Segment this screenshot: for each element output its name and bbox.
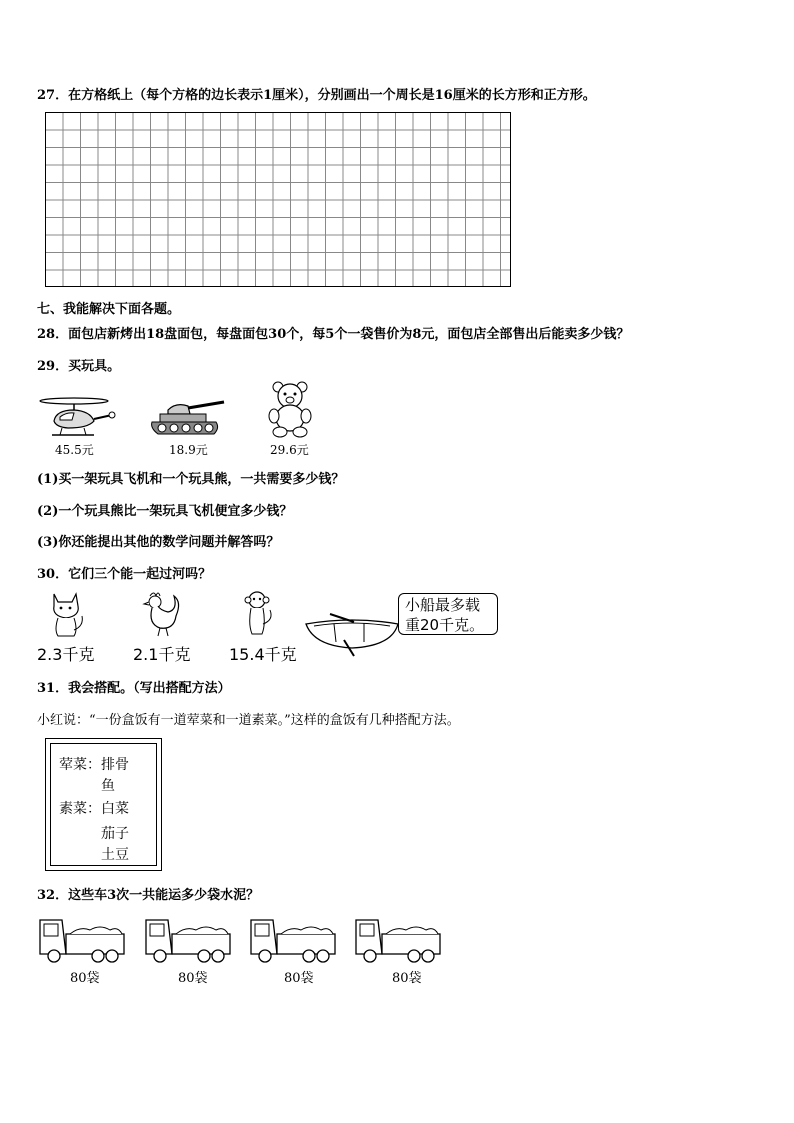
menu-box bbox=[45, 738, 162, 871]
question-29-sub3: (3)你还能提出其他的数学问题并解答吗？ bbox=[37, 535, 280, 550]
tank-icon bbox=[146, 398, 228, 442]
meat-label: 荤菜： bbox=[59, 757, 101, 773]
rooster-weight: 2.1千克 bbox=[133, 645, 191, 664]
question-29-sub2: (2)一个玩具熊比一架玩具飞机便宜多少钱？ bbox=[37, 504, 293, 519]
cat-weight: 2.3千克 bbox=[37, 645, 95, 664]
bubble-line-2: 重20千克。 bbox=[405, 616, 485, 634]
question-31-text: 小红说：“一份盒饭有一道荤菜和一道素菜。”这样的盒饭有几种搭配方法。 bbox=[37, 713, 460, 728]
question-29-title: 29．买玩具。 bbox=[37, 359, 121, 374]
teddy-bear-price: 29.6元 bbox=[270, 443, 309, 457]
question-32-title: 32．这些车3次一共能运多少袋水泥？ bbox=[37, 888, 260, 903]
boat-icon bbox=[304, 612, 400, 662]
cat-icon bbox=[46, 590, 86, 642]
boat-capacity-bubble bbox=[398, 593, 498, 635]
veg-item: 土豆 bbox=[101, 847, 129, 863]
meat-item: 鱼 bbox=[101, 778, 115, 794]
question-30-title: 30．它们三个能一起过河吗？ bbox=[37, 567, 212, 582]
truck-load: 80袋 bbox=[392, 971, 422, 986]
question-27-text: 27．在方格纸上（每个方格的边长表示1厘米），分别画出一个周长是16厘米的长方形和正方形。 bbox=[37, 88, 596, 103]
question-28-text: 28．面包店新烤出18盘面包，每盘面包30个，每5个一袋售价为8元，面包店全部售出后能卖多少钱？ bbox=[37, 327, 630, 342]
truck-icon bbox=[352, 914, 444, 968]
grid-paper[interactable] bbox=[45, 112, 511, 287]
question-31-title: 31．我会搭配。（写出搭配方法） bbox=[37, 681, 231, 696]
tank-price: 18.9元 bbox=[169, 443, 208, 457]
veg-item: 茄子 bbox=[101, 826, 129, 842]
helicopter-price: 45.5元 bbox=[55, 443, 94, 457]
question-29-sub1: (1)买一架玩具飞机和一个玩具熊，一共需要多少钱？ bbox=[37, 472, 345, 487]
truck-icon bbox=[247, 914, 339, 968]
truck-icon bbox=[142, 914, 234, 968]
monkey-weight: 15.4千克 bbox=[229, 645, 297, 664]
helicopter-icon bbox=[38, 395, 116, 443]
section-7-title: 七、我能解决下面各题。 bbox=[37, 302, 181, 317]
meat-item: 排骨 bbox=[101, 757, 129, 773]
truck-icon bbox=[36, 914, 128, 968]
veg-label: 素菜： bbox=[59, 801, 101, 817]
veg-item: 白菜 bbox=[101, 801, 129, 817]
rooster-icon bbox=[140, 590, 186, 642]
truck-load: 80袋 bbox=[284, 971, 314, 986]
truck-load: 80袋 bbox=[178, 971, 208, 986]
truck-load: 80袋 bbox=[70, 971, 100, 986]
bubble-line-1: 小船最多载 bbox=[405, 596, 481, 614]
teddy-bear-icon bbox=[266, 380, 314, 442]
monkey-icon bbox=[240, 590, 274, 642]
